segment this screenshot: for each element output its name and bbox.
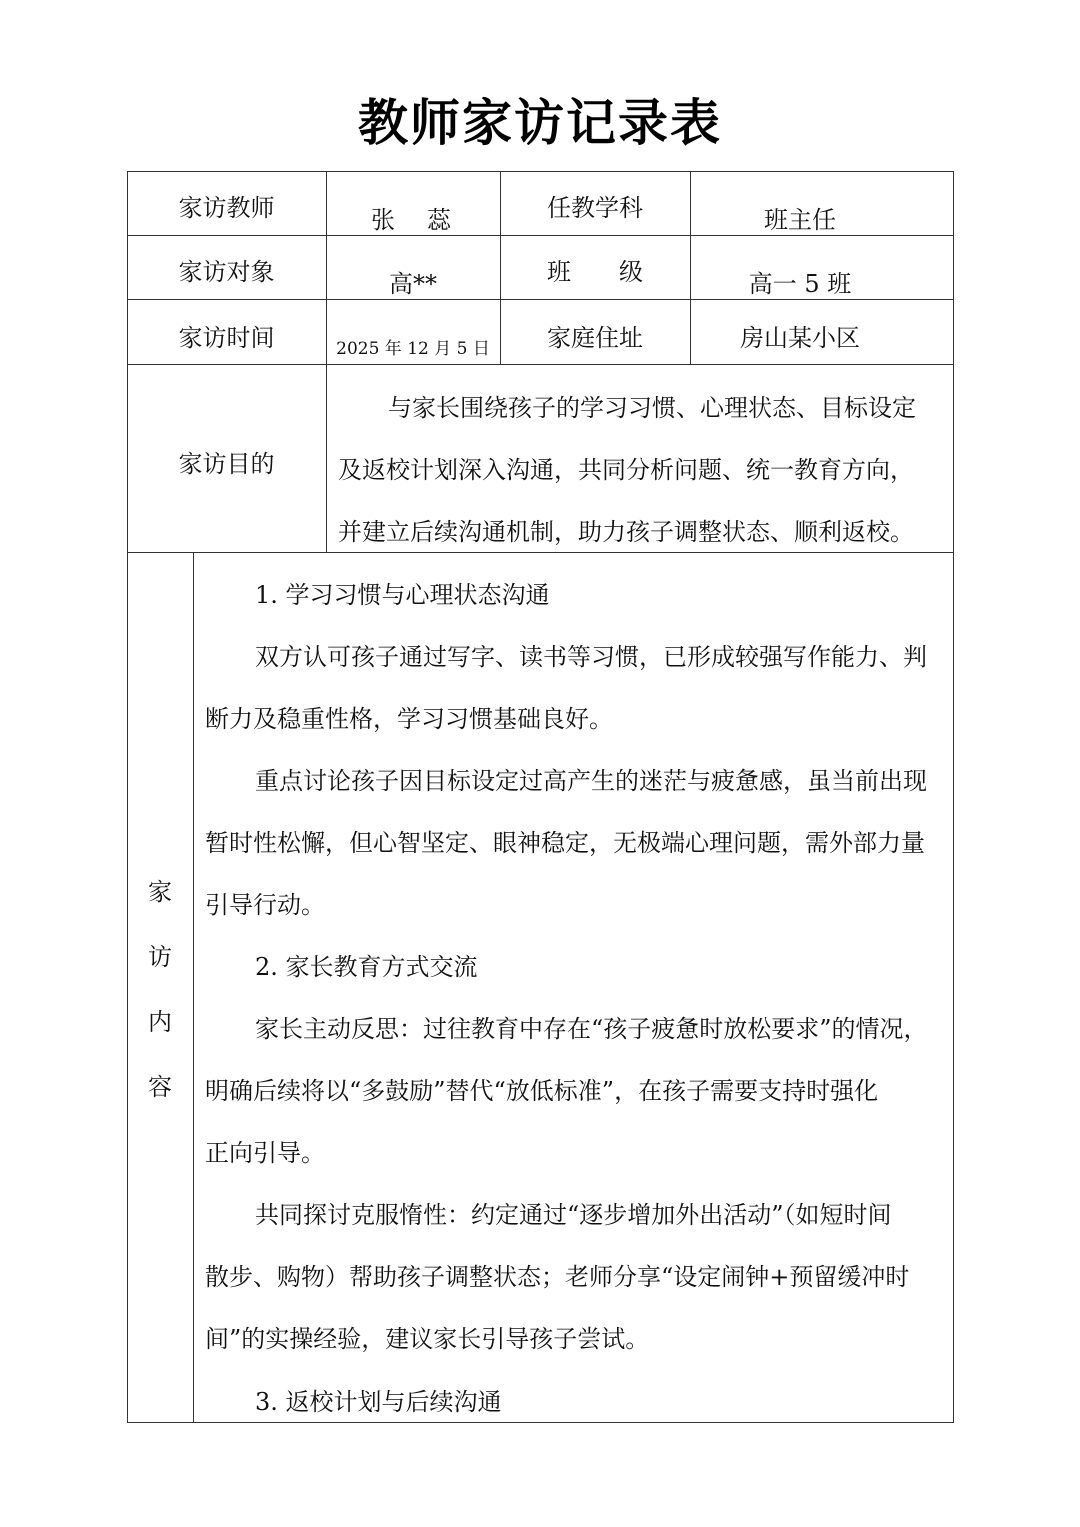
purpose-line: 及返校计划深入沟通，共同分析问题、统一教育方向， <box>338 456 914 484</box>
teacher-value <box>326 200 500 235</box>
address-label-text: 家庭住址 <box>547 324 643 352</box>
time-label <box>127 318 326 353</box>
address-label <box>500 318 690 353</box>
content-label-char: 内 <box>148 1008 172 1036</box>
subject-label <box>500 188 690 223</box>
content-line: 断力及稳重性格，学习习惯基础良好。 <box>205 705 613 733</box>
purpose-label-text: 家访目的 <box>178 450 275 478</box>
content-line: 共同探讨克服惰性：约定通过“逐步增加外出活动”（如短时间 <box>255 1201 892 1229</box>
content-line: 散步、购物）帮助孩子调整状态；老师分享“设定闹钟+预留缓冲时 <box>205 1263 910 1291</box>
time-value <box>326 334 500 359</box>
target-label <box>127 252 326 287</box>
row-divider <box>127 364 954 365</box>
content-line: 家长主动反思：过往教育中存在“孩子疲惫时放松要求”的情况， <box>255 1015 928 1043</box>
column-divider <box>193 552 194 1423</box>
time-value-text: 2025 年 12 月 5 日 <box>336 339 490 359</box>
purpose-line: 与家长围绕孩子的学习习惯、心理状态、目标设定 <box>388 394 916 422</box>
row-divider <box>127 235 954 236</box>
content-line: 正向引导。 <box>205 1139 325 1167</box>
content-line: 间”的实操经验，建议家长引导孩子尝试。 <box>205 1325 650 1353</box>
table-border-bottom <box>127 1422 954 1423</box>
purpose-line: 并建立后续沟通机制，助力孩子调整状态、顺利返校。 <box>338 518 914 546</box>
content-heading-1: 1. 学习习惯与心理状态沟通 <box>255 581 550 609</box>
teacher-label-text: 家访教师 <box>178 194 275 222</box>
content-line: 引导行动。 <box>205 891 325 919</box>
content-label-char: 容 <box>148 1073 172 1101</box>
class-value-text: 高一 5 班 <box>748 270 852 298</box>
row-divider <box>127 299 954 300</box>
content-heading-3: 3. 返校计划与后续沟通 <box>255 1388 502 1416</box>
content-line: 明确后续将以“多鼓励”替代“放低标准”，在孩子需要支持时强化 <box>205 1077 879 1105</box>
subject-value-text: 班主任 <box>764 206 836 234</box>
content-label-char: 访 <box>148 943 172 971</box>
target-label-text: 家访对象 <box>178 258 275 286</box>
target-value <box>326 264 500 299</box>
address-value-text: 房山某小区 <box>740 324 860 352</box>
time-label-text: 家访时间 <box>178 324 275 352</box>
content-line: 重点讨论孩子因目标设定过高产生的迷茫与疲惫感，虽当前出现 <box>255 767 927 795</box>
table-border-right <box>953 171 954 1423</box>
page-title: 教师家访记录表 <box>358 94 722 152</box>
subject-label-text: 任教学科 <box>547 194 643 222</box>
purpose-label <box>127 444 326 479</box>
table-border-left <box>127 171 128 1423</box>
address-value <box>690 318 910 353</box>
target-value-text: 高** <box>389 270 437 298</box>
teacher-label <box>127 188 326 223</box>
table-border-top <box>127 171 954 172</box>
content-line: 双方认可孩子通过写字、读书等习惯，已形成较强写作能力、判 <box>255 643 927 671</box>
class-label-text: 班 级 <box>547 258 643 286</box>
class-label <box>500 252 690 287</box>
content-label-char: 家 <box>148 878 172 906</box>
teacher-value-text: 张 蕊 <box>371 206 455 234</box>
content-heading-2: 2. 家长教育方式交流 <box>255 953 478 981</box>
content-line: 暂时性松懈，但心智坚定、眼神稳定，无极端心理问题，需外部力量 <box>205 829 925 857</box>
subject-value <box>690 200 910 235</box>
class-value <box>690 264 910 299</box>
